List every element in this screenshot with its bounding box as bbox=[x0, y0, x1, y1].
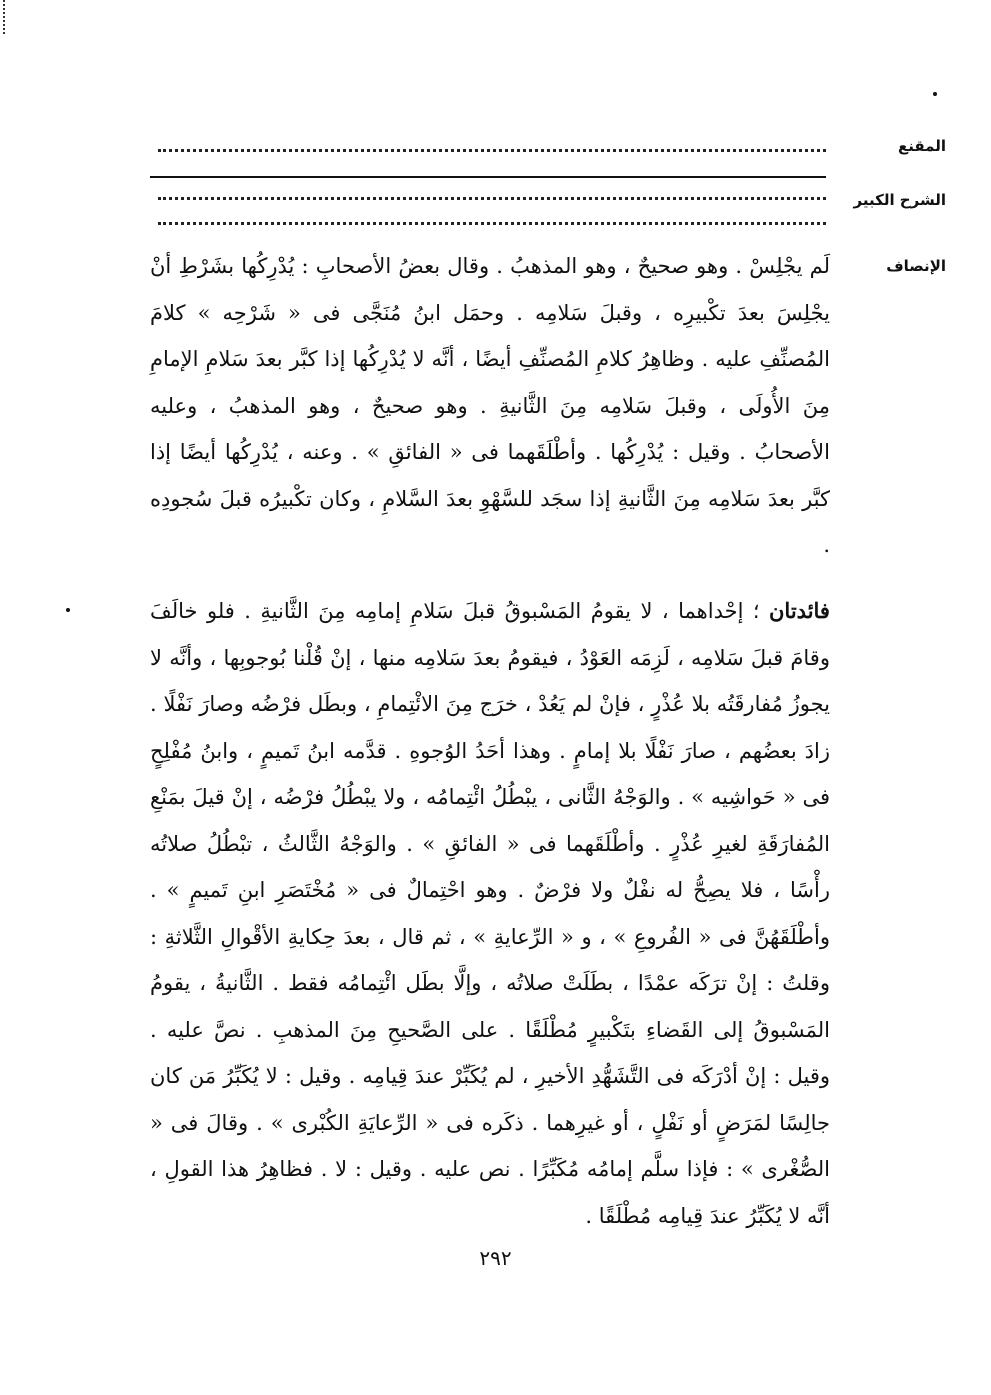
sharh-dotted-line bbox=[158, 197, 826, 200]
label-sharh: الشرح الكبير bbox=[853, 191, 946, 209]
fawaid-lead: فائدتان bbox=[769, 598, 830, 623]
section-divider bbox=[150, 176, 826, 178]
fawaid-body bbox=[150, 588, 830, 1239]
fawaid-text: ؛ إحْداهما ، لا يقومُ المَسْبوقُ قبلَ سَلامِ إمامِه مِنَ الثَّانيةِ . فلو خالَفَ وقامَ قبلَ سَلامِه ، لَزِمَه العَوْدُ ، فيقومُ بعدَ سَلامِه منها ، إنْ قُلْنا بُوجوبِها ، وأنَّه لا يجوزُ مُفارقَتُه بلا عُذْرٍ ، فإنْ لم يَعُدْ ، خرَج مِنَ الائْتِمامِ ، وبطَل فرْضُه وصارَ نَفْلًا . زادَ بعضُهم ، صارَ نَفْلًا بلا إمامٍ . وهذا أحَدُ الوُجوهِ . قدَّمه ابنُ تَميمٍ ، وابنُ مُفْلِحٍ فى « حَواشِيه » . والوَجْهُ الثَّانى ، يبْطُلُ ائْتِمامُه ، ولا يبْطُلُ فرْضُه ، إنْ قيلَ بمَنْعِ المُفارَقَةِ لغيرِ عُذْرٍ . وأطْلَقَهما فى « الفائقِ » . والوَجْهُ الثَّالثُ ، تبْطُلُ صلاتُه رأْسًا ، فلا يصِحُّ له نفْلٌ ولا فرْضٌ . وهو احْتِمالٌ فى « مُخْتَصَرِ ابنِ تَميمٍ » . وأطْلَقَهُنَّ فى « الفُروعِ » ، و « الرِّعايةِ » ، ثم قال ، بعدَ حِكايةِ الأقْوالِ الثَّلاثةِ : وقلتُ : إنْ ترَكَه عمْدًا ، بطَلَتْ صلاتُه ، وإلَّا بطَل ائْتِمامُه فقط . الثَّانيةُ ، يقومُ المَسْبوقُ إلى القَضاءِ بتَكْبيرٍ مُطْلَقًا . على الصَّحيحِ مِنَ المذهبِ . نصَّ عليه . وقيل : إنْ أدْرَكَه فى التَّشَهُّدِ الأخيرِ ، لم يُكَبِّرْ عندَ قِيامِه . وقيل : لا يُكَبِّرُ مَن كان جالِسًا لمَرَضٍ أو نَفْلٍ ، أو غيرِهما . ذكَره فى « الرِّعايَةِ الكُبْرى » . وقالَ فى « الصُّغْرى » : فإذا سلَّم إمامُه مُكَبِّرًا . نص عليه . وقيل : لا . فظاهِرُ هذا القولِ ، أنَّه لا يُكَبِّرُ عندَ قِيامِه مُطْلَقًا . bbox=[150, 599, 830, 1228]
label-muqni: المقنع bbox=[898, 137, 946, 155]
insaf-text: لَم يجْلِسْ . وهو صحيحٌ ، وهو المذهبُ . وقال بعضُ الأصحابِ : يُدْرِكُها بشَرْطِ أنْ يجْلِسَ بعدَ تكْبيرِه ، وقبلَ سَلامِه . وحمَل ابنُ مُنَجَّى فى « شَرْحِه » كلامَ المُصنِّفِ عليه . وظاهِرُ كلامِ المُصنِّفِ أيضًا ، أنَّه لا يُدْرِكُها إذا كبَّر بعدَ سَلامِ الإمامِ مِنَ الأُولَى ، وقبلَ سَلامِه مِنَ الثَّانيةِ . وهو صحيحٌ ، وهو المذهبُ ، وعليه الأصحابُ . وقيل : يُدْرِكُها . وأطْلَقَهما فى « الفائقِ » . وعنه ، يُدْرِكُها أيضًا إذا كبَّر بعدَ سَلامِه مِنَ الثَّانيةِ إذا سجَد للسَّهْوِ بعدَ السَّلامِ ، وكان تكْبيرُه قبلَ سُجودِه . bbox=[150, 254, 830, 557]
sharh-dotted-line-2 bbox=[158, 222, 826, 225]
label-insaf: الإنصاف bbox=[886, 257, 946, 275]
insaf-paragraph bbox=[150, 243, 830, 573]
scan-edge-mark bbox=[3, 0, 7, 34]
page-number: ٢٩٢ bbox=[479, 1246, 512, 1270]
scan-speck bbox=[933, 92, 937, 96]
fawaid-paragraph bbox=[150, 588, 830, 1228]
muqni-dotted-line bbox=[158, 149, 826, 152]
scan-speck bbox=[66, 608, 70, 612]
